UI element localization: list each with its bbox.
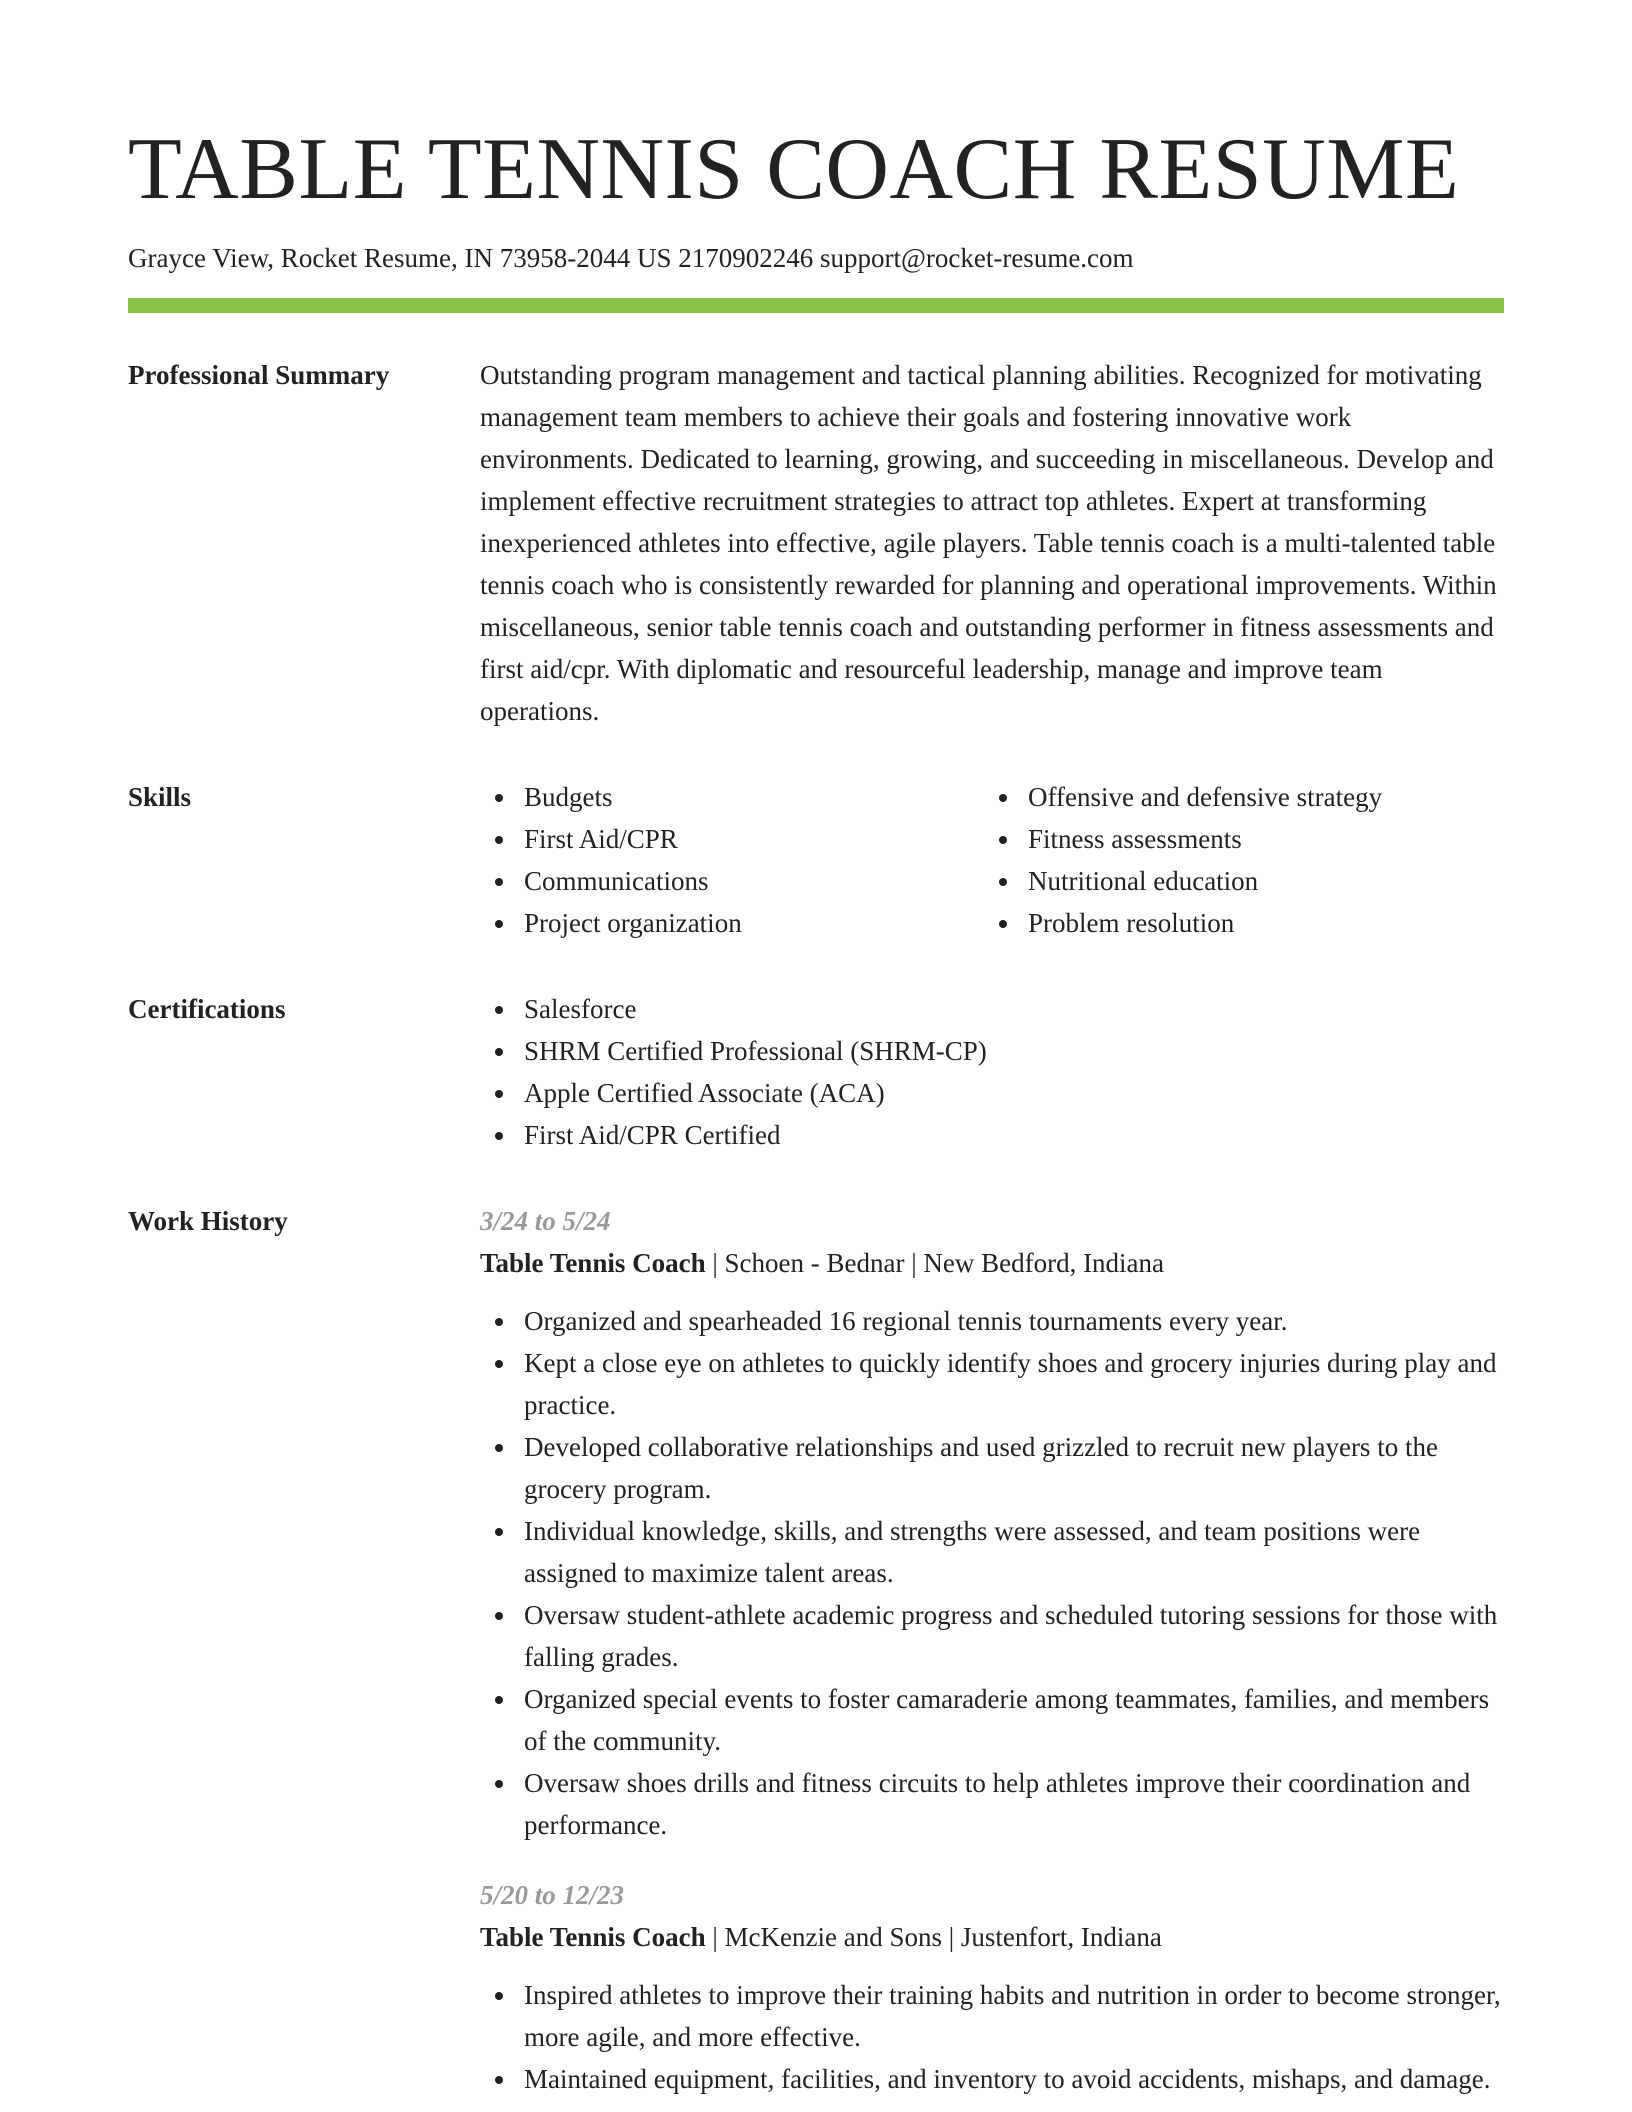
skill-item: Communications xyxy=(480,860,984,902)
job-responsibilities xyxy=(480,1974,1504,2100)
job-title: Table Tennis Coach xyxy=(480,1922,706,1952)
skill-item: Problem resolution xyxy=(984,902,1488,944)
responsibility-item: Organized special events to foster camaraderie among teammates, families, and members of the community. xyxy=(480,1678,1504,1762)
responsibility-item: Oversaw shoes drills and fitness circuits to help athletes improve their coordination and performance. xyxy=(480,1762,1504,1846)
responsibility-item: Maintained equipment, facilities, and inventory to avoid accidents, mishaps, and damage. xyxy=(480,2058,1504,2100)
skills-list-right xyxy=(984,776,1488,944)
skill-item: First Aid/CPR xyxy=(480,818,984,860)
resume-title: TABLE TENNIS COACH RESUME xyxy=(128,121,1460,218)
work-history-heading: Work History xyxy=(128,1206,288,1236)
skill-item: Fitness assessments xyxy=(984,818,1488,860)
certification-item: First Aid/CPR Certified xyxy=(480,1114,1504,1156)
summary-text: Outstanding program management and tactical planning abilities. Recognized for motivating management team members to achieve their goals and fostering innovative work environments. Dedicated to learning, growing, and succeeding in miscellaneous. Develop and implement effective recruitment strategies to attract top athletes. Expert at transforming inexperienced athletes into effective, agile players. Table tennis coach is a multi-talented table tennis coach who is consistently rewarded for planning and operational improvements. Within miscellaneous, senior table tennis coach and outstanding performer in fitness assessments and first aid/cpr. With diplomatic and resourceful leadership, manage and improve team operations. xyxy=(480,360,1497,726)
contact-line: Grayce View, Rocket Resume, IN 73958-2044 US 2170902246 support@rocket-resume.com xyxy=(128,243,1134,273)
accent-divider xyxy=(128,298,1504,313)
skill-item: Project organization xyxy=(480,902,984,944)
certification-item: Salesforce xyxy=(480,988,1504,1030)
certifications-section xyxy=(128,994,1504,1156)
responsibility-item: Inspired athletes to improve their training habits and nutrition in order to become stronger, more agile, and more effective. xyxy=(480,1974,1504,2058)
responsibility-item: Oversaw student-athlete academic progress and scheduled tutoring sessions for those with falling grades. xyxy=(480,1594,1504,1678)
work-history-section xyxy=(128,1206,1504,2100)
certification-item: SHRM Certified Professional (SHRM-CP) xyxy=(480,1030,1504,1072)
responsibility-item: Developed collaborative relationships and used grizzled to recruit new players to the grocery program. xyxy=(480,1426,1504,1510)
job-responsibilities xyxy=(480,1300,1504,1846)
summary-heading: Professional Summary xyxy=(128,360,390,390)
summary-section xyxy=(128,360,1504,732)
skills-section xyxy=(128,782,1504,944)
job-entry xyxy=(480,1874,1504,2100)
job-heading xyxy=(480,1916,1504,1958)
skill-item: Offensive and defensive strategy xyxy=(984,776,1488,818)
responsibility-item: Individual knowledge, skills, and strengths were assessed, and team positions were assigned to maximize talent areas. xyxy=(480,1510,1504,1594)
certification-item: Apple Certified Associate (ACA) xyxy=(480,1072,1504,1114)
job-entry xyxy=(480,1200,1504,1846)
skills-list-left xyxy=(480,776,984,944)
certifications-list xyxy=(480,988,1504,1156)
job-dates: 3/24 to 5/24 xyxy=(480,1206,611,1236)
responsibility-item: Kept a close eye on athletes to quickly identify shoes and grocery injuries during play and practice. xyxy=(480,1342,1504,1426)
job-title: Table Tennis Coach xyxy=(480,1248,706,1278)
resume-page xyxy=(128,120,1504,2100)
job-heading xyxy=(480,1242,1504,1284)
skill-item: Nutritional education xyxy=(984,860,1488,902)
skills-heading: Skills xyxy=(128,782,192,812)
skill-item: Budgets xyxy=(480,776,984,818)
job-details: | Schoen - Bednar | New Bedford, Indiana xyxy=(705,1248,1165,1278)
job-dates: 5/20 to 12/23 xyxy=(480,1880,625,1910)
responsibility-item: Organized and spearheaded 16 regional tennis tournaments every year. xyxy=(480,1300,1504,1342)
job-details: | McKenzie and Sons | Justenfort, Indiana xyxy=(705,1922,1162,1952)
certifications-heading: Certifications xyxy=(128,994,286,1024)
